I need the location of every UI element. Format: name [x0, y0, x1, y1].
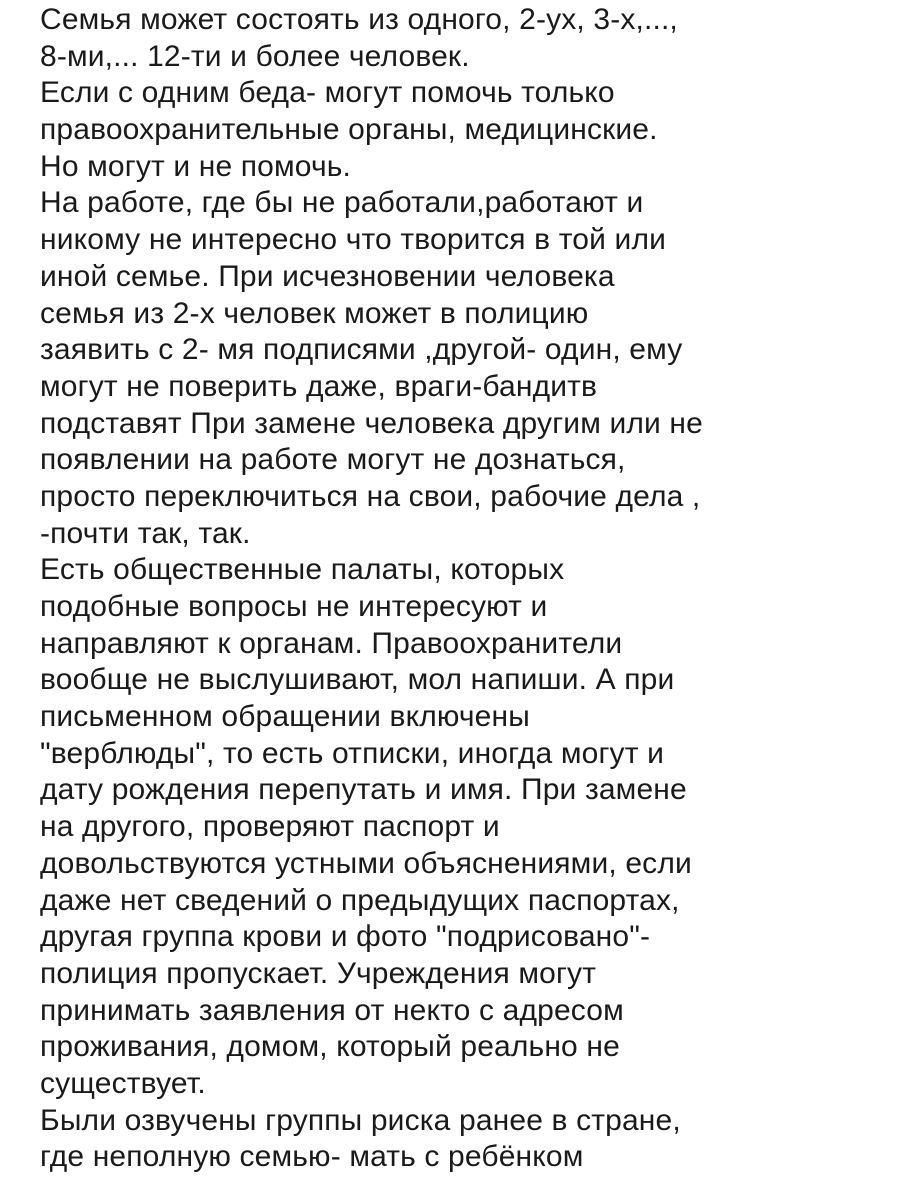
text-line: семья из 2-х человек может в полицию [40, 296, 589, 330]
message-text [40, 2, 890, 1176]
text-line: подобные вопросы не интересуют и [40, 590, 548, 623]
text-line: Есть общественные палаты, которых [40, 553, 565, 587]
text-line: на другого, проверяют паспорт и [40, 810, 500, 844]
text-line: письменном обращении включены [40, 700, 530, 734]
text-line: где неполную семью- мать с ребёнком [40, 1140, 584, 1174]
text-line: принимать заявления от некто с адресом [40, 993, 624, 1027]
text-line: Были озвучены группы риска ранее в стране, [40, 1103, 681, 1137]
text-line: Если с одним беда- могут помочь только [40, 76, 615, 110]
text-line: 8-ми,... 12-ти и более человек. [40, 39, 470, 73]
text-line: направляют к органам. Правоохранители [40, 626, 623, 660]
text-line: заявить с 2- мя подписями ,другой- один, ему [40, 333, 683, 367]
text-line: подставят При замене человека другим или не [40, 406, 703, 440]
text-line: "верблюды", то есть отписки, иногда могут и [40, 736, 664, 770]
text-line: могут не поверить даже, враги-бандитв [40, 369, 598, 403]
text-line: проживания, домом, который реально не [40, 1030, 620, 1064]
text-line: вообще не выслушивают, мол напиши. А при [40, 663, 675, 697]
text-line: -почти так, так. [40, 516, 251, 550]
text-line: даже нет сведений о предыдущих паспортах, [40, 883, 680, 917]
text-line: появлении на работе могут не дознаться, [40, 443, 626, 477]
text-line: просто переключиться на свои, рабочие дела , [40, 479, 701, 513]
text-line: другая группа крови и фото "подрисовано"- [40, 920, 651, 954]
text-line: Семья может состоять из одного, 2-ух, 3-х,..., [40, 3, 678, 36]
text-line: На работе, где бы не работали,работают и [40, 186, 644, 220]
text-line: иной семье. При исчезновении человека [40, 259, 615, 293]
text-line: полиция пропускает. Учреждения могут [40, 956, 597, 990]
text-line: Но могут и не помочь. [40, 149, 352, 183]
text-line: довольствуются устными объяснениями, если [40, 846, 692, 880]
text-line: правоохранительные органы, медицинские. [40, 113, 658, 147]
text-line: дату рождения перепутать и имя. При замене [40, 773, 687, 807]
text-line: существует. [40, 1066, 206, 1100]
text-line: никому не интересно что творится в той или [40, 223, 667, 257]
